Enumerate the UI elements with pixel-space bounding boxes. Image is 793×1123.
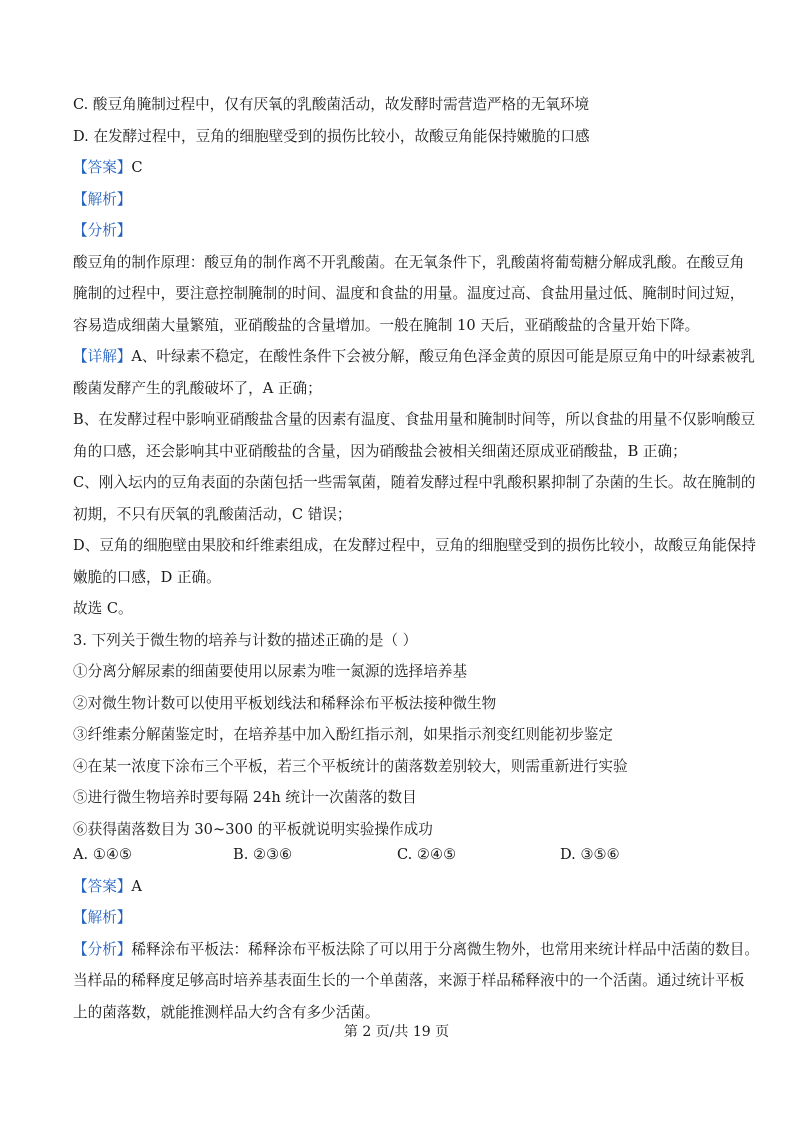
q3-answer xyxy=(73,877,142,897)
q2-principle-line: 酸豆角的制作原理：酸豆角的制作离不开乳酸菌。在无氧条件下，乳酸菌将葡萄糖分解成乳酸。在酸豆角 xyxy=(73,254,745,271)
q2-detail-line: 酸菌发酵产生的乳酸破坏了，A 正确； xyxy=(73,380,322,397)
q2-detail-line: C、刚入坛内的豆角表面的杂菌包括一些需氧菌，随着发酵过程中乳酸积累抑制了杂菌的生长。故在腌制的 xyxy=(73,474,756,491)
page-footer: 第 2 页/共 19 页 xyxy=(343,1024,450,1040)
q3-statement: ⑥获得菌落数目为 30~300 的平板就说明实验操作成功 xyxy=(73,821,433,838)
q3-stem: 3. 下列关于微生物的培养与计数的描述正确的是（ ） xyxy=(73,632,418,649)
q2-option-c: C. 酸豆角腌制过程中，仅有厌氧的乳酸菌活动，故发酵时需营造严格的无氧环境 xyxy=(73,96,590,113)
answer-tag: 【答案】 xyxy=(73,159,132,176)
q3-statement: ①分离分解尿素的细菌要使用以尿素为唯一氮源的选择培养基 xyxy=(73,663,468,680)
q3-statement: ④在某一浓度下涂布三个平板，若三个平板统计的菌落数差别较大，则需重新进行实验 xyxy=(73,758,628,775)
q3-option-d: D. ③⑤⑥ xyxy=(560,846,620,863)
q3-fenxi-line: 【分析】稀释涂布平板法：稀释涂布平板法除了可以用于分离微生物外，也常用来统计样品中活菌的数目。 xyxy=(73,941,759,958)
q2-detail-line: 【详解】A、叶绿素不稳定，在酸性条件下会被分解，酸豆角色泽金黄的原因可能是原豆角中的叶绿素被乳 xyxy=(73,348,755,365)
q2-option-d: D. 在发酵过程中，豆角的细胞壁受到的损伤比较小，故酸豆角能保持嫩脆的口感 xyxy=(73,128,590,145)
q2-conclusion: 故选 C。 xyxy=(73,600,133,617)
q3-option-a: A. ①④⑤ xyxy=(73,846,133,863)
answer-tag: 【答案】 xyxy=(73,878,132,895)
q3-options xyxy=(73,845,733,865)
q3-option-c: C. ②④⑤ xyxy=(397,846,457,863)
q2-principle-line: 容易造成细菌大量繁殖，亚硝酸盐的含量增加。一般在腌制 10 天后，亚硝酸盐的含量开始下降。 xyxy=(73,317,700,334)
q2-detail-line: 初期，不只有厌氧的乳酸菌活动，C 错误； xyxy=(73,506,352,523)
q2-fenxi-tag: 【分析】 xyxy=(73,222,132,239)
fenxi-tag: 【分析】 xyxy=(73,941,132,958)
q2-analysis-tag: 【解析】 xyxy=(73,191,132,208)
answer-value: C xyxy=(131,159,143,176)
q2-detail-line: 嫩脆的口感，D 正确。 xyxy=(73,569,221,586)
q3-fenxi-line: 当样品的稀释度足够高时培养基表面生长的一个单菌落，来源于样品稀释液中的一个活菌。通过统计平板 xyxy=(73,972,745,989)
answer-value: A xyxy=(131,878,142,895)
q2-detail-line: B、在发酵过程中影响亚硝酸盐含量的因素有温度、食盐用量和腌制时间等，所以食盐的用量不仅影响酸豆 xyxy=(73,411,756,428)
q2-principle-line: 腌制的过程中，要注意控制腌制的时间、温度和食盐的用量。温度过高、食盐用量过低、腌制时间过短， xyxy=(73,285,745,302)
q2-detail-line: 角的口感，还会影响其中亚硝酸盐的含量，因为硝酸盐会被相关细菌还原成亚硝酸盐，B 正确； xyxy=(73,443,687,460)
q2-detail-line: D、豆角的细胞壁由果胶和纤维素组成，在发酵过程中，豆角的细胞壁受到的损伤比较小，故酸豆角能保持 xyxy=(73,537,757,554)
q3-fenxi-line: 上的菌落数，就能推测样品大约含有多少活菌。 xyxy=(73,1004,380,1021)
q3-analysis-tag: 【解析】 xyxy=(73,909,132,926)
q2-answer xyxy=(73,158,143,178)
q3-statement: ⑤进行微生物培养时要每隔 24h 统计一次菌落的数目 xyxy=(73,789,417,806)
q3-statement: ②对微生物计数可以使用平板划线法和稀释涂布平板法接种微生物 xyxy=(73,695,497,712)
q3-statement: ③纤维素分解菌鉴定时，在培养基中加入酚红指示剂，如果指示剂变红则能初步鉴定 xyxy=(73,726,613,743)
q3-option-b: B. ②③⑥ xyxy=(233,846,293,863)
detail-tag: 【详解】 xyxy=(73,348,132,365)
